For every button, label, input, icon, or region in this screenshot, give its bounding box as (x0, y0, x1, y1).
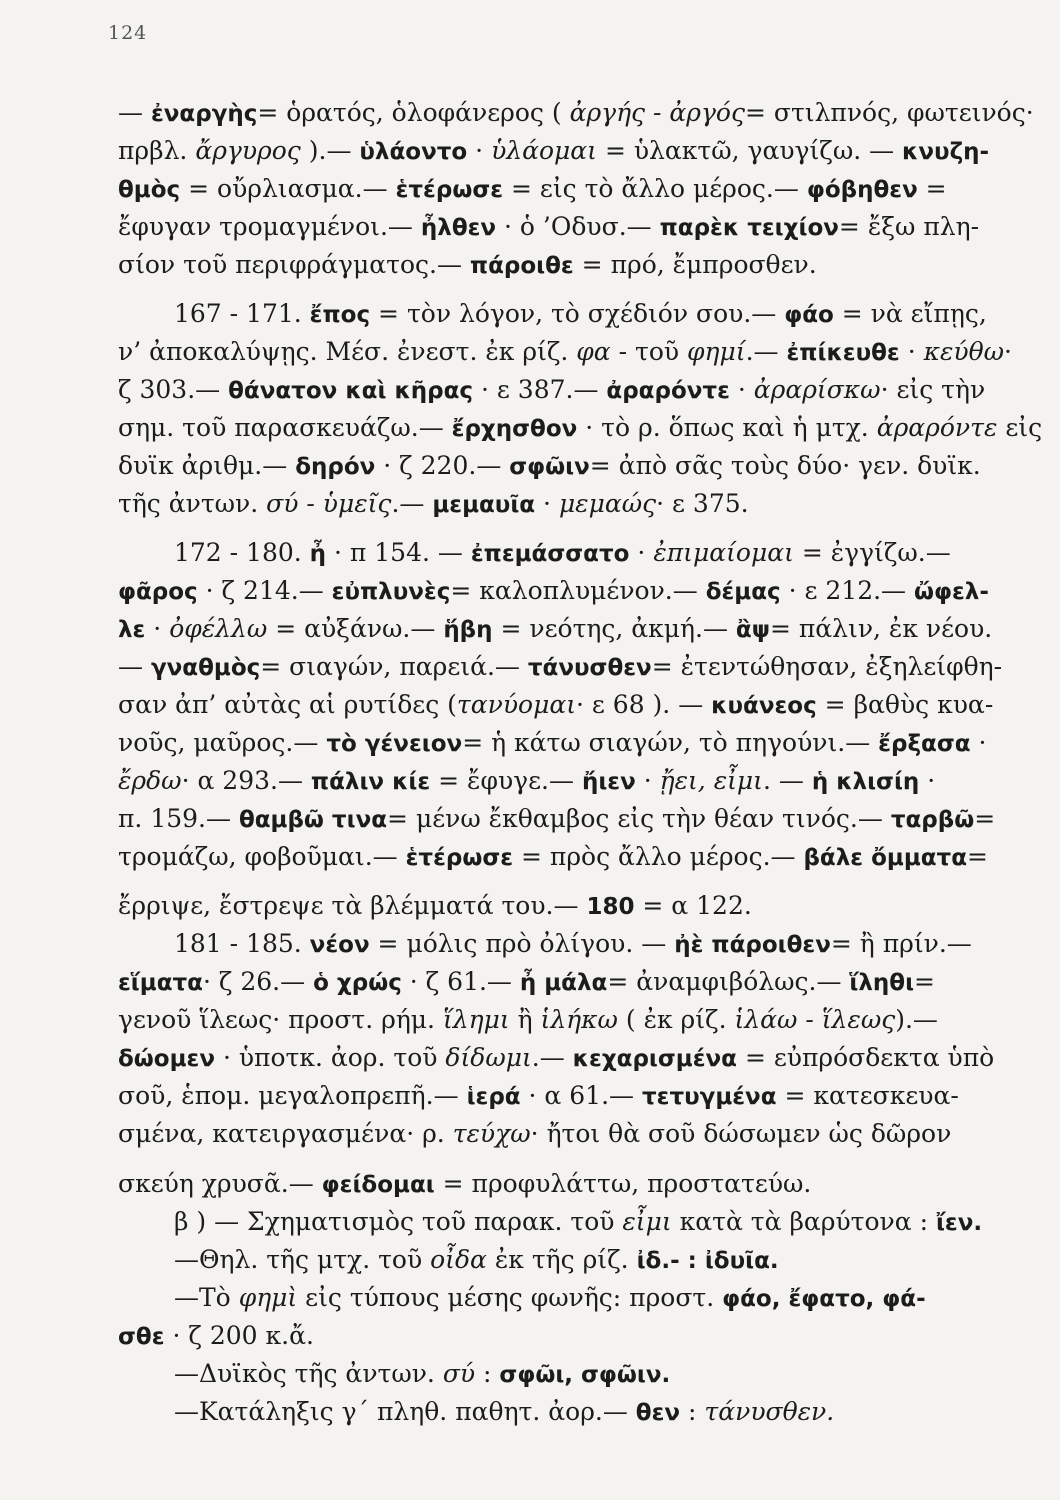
text-line (118, 489, 1023, 520)
headword: ἤιεν (581, 769, 636, 795)
italic-term: ᾔει, εἶμι (659, 766, 763, 795)
italic-term: φα (576, 337, 611, 366)
italic-term: δίδωμι (445, 1043, 532, 1072)
text-line (174, 1283, 1024, 1314)
text-run: = καλοπλυμένον.— (450, 576, 706, 605)
headword: τὸ γένειον (326, 731, 463, 757)
text-run: — (118, 652, 151, 681)
italic-term: ἱλάω - ἵλεως (734, 1005, 896, 1034)
text-run: .— (391, 489, 433, 518)
text-line (174, 1245, 1024, 1276)
text-run: = προφυλάττω, προστατεύω. (434, 1169, 812, 1198)
text-run: = βαθὺς κυα- (816, 690, 994, 719)
text-line (118, 690, 1023, 721)
italic-term: φημί (687, 337, 746, 366)
text-run: - τοῦ (610, 337, 688, 366)
text-run: εἰς (997, 413, 1043, 442)
headword: παρὲκ τειχίον (659, 215, 839, 241)
headword: ἐναργὴς (150, 101, 258, 127)
text-run: ).— (895, 1005, 938, 1034)
text-run: · ζ 220.— (375, 451, 510, 480)
text-run: · α 293.— (181, 766, 311, 795)
text-line (118, 1321, 1023, 1352)
text-run: = κατεσκευα- (776, 1081, 959, 1110)
text-run: = πρὸς ἄλλο μέρος.— (513, 842, 804, 871)
text-run: = ἐγγίζω.— (793, 538, 951, 567)
text-run: = νεότης, ἀκμή.— (492, 614, 736, 643)
headword: ἦ μάλα (519, 970, 608, 996)
text-run: = οὔρλιασμα.— (180, 174, 396, 203)
text-run: = ἡ κάτω σιαγών, τὸ πηγούνι.— (462, 728, 879, 757)
text-run: · ε 375. (656, 489, 749, 518)
text-line (118, 212, 1023, 243)
text-line (118, 576, 1023, 607)
text-run: = α 122. (634, 891, 752, 920)
headword: ὤφελ- (914, 579, 989, 605)
headword: πάλιν κίε (310, 769, 431, 795)
text-run: · (1004, 337, 1012, 366)
italic-term: ἀργής - ἀργός (569, 98, 745, 127)
text-line (118, 375, 1023, 406)
headword: ἰδ.- : ἰδυῖα. (636, 1248, 779, 1274)
text-run: . — (762, 766, 812, 795)
text-run: = ὁρατός, ὁλοφάνερος ( (257, 98, 570, 127)
text-line (174, 1359, 1024, 1390)
text-line (118, 1005, 1023, 1035)
text-line (118, 1043, 1023, 1074)
text-run: ἔρριψε, ἔστρεψε τὰ βλέμματά του.— (118, 891, 587, 920)
text-run: = ἀπὸ σᾶς τοὺς δύο· γεν. δυϊκ. (589, 451, 981, 480)
italic-term: τανύομαι (456, 690, 576, 719)
text-run: · ἤτοι θὰ σοῦ δώσωμεν ὡς δῶρον (530, 1119, 952, 1148)
text-run: = (914, 967, 935, 996)
headword: ἠὲ πάροιθεν (674, 932, 831, 958)
text-run: γενοῦ ἵλεως· προστ. ρήμ. (118, 1005, 443, 1034)
text-run: σαν ἀπ’ αὐτὰς αἱ ρυτίδες ( (118, 690, 457, 719)
text-run: · ζ 214.— (197, 576, 332, 605)
page-number: 124 (108, 22, 148, 44)
text-line (118, 174, 1023, 205)
headword: ἦλθεν (420, 215, 497, 241)
italic-term: ἵλημι (442, 1005, 510, 1034)
headword: φάο (784, 302, 834, 328)
text-line (118, 766, 1023, 797)
text-run: = πάλιν, ἐκ νέου. (769, 614, 993, 643)
text-run: ἐκ τῆς ρίζ. (486, 1245, 637, 1274)
text-run: = (967, 842, 988, 871)
headword: κεχαρισμένα (572, 1046, 737, 1072)
text-run: β ) — Σχηματισμὸς τοῦ παρακ. τοῦ (174, 1207, 623, 1236)
text-line (174, 538, 1024, 569)
text-line (118, 1119, 1023, 1149)
text-run: · ε 212.— (780, 576, 915, 605)
headword: ὁ χρώς (313, 970, 402, 996)
text-run: = νὰ εἴπῃς, (833, 299, 987, 328)
text-run: · π 154. — (326, 538, 471, 567)
text-run: · (145, 614, 170, 643)
text-run: · ζ 200 κ.ἄ. (164, 1321, 314, 1350)
text-run: δυϊκ ἀριθμ.— (118, 451, 296, 480)
headword: εὐπλυνὲς (331, 579, 451, 605)
text-run: —Τὸ (174, 1283, 239, 1312)
headword: φάο, ἔφατο, φά- (722, 1286, 926, 1312)
headword: δέμας (705, 579, 781, 605)
italic-term: φημὶ (238, 1283, 298, 1312)
text-run: σμένα, κατειργασμένα· ρ. (118, 1119, 453, 1148)
text-run: : (475, 1359, 500, 1388)
headword: δηρόν (295, 454, 376, 480)
text-run: .— (745, 337, 787, 366)
headword: ἱερά (466, 1084, 521, 1110)
text-line (118, 967, 1023, 998)
text-line (118, 98, 1034, 129)
text-run: · (899, 337, 924, 366)
text-run: = ἔξω πλη- (838, 212, 980, 241)
text-run: = ὑλακτῶ, γαυγίζω. — (597, 136, 903, 165)
text-line (118, 1169, 1023, 1200)
text-run: · (635, 766, 660, 795)
headword: 180 (586, 894, 635, 920)
headword: θάνατον καὶ κῆρας (228, 378, 474, 404)
text-run: = μόλις πρὸ ὀλίγου. — (369, 929, 675, 958)
text-run: σημ. τοῦ παρασκευάζω.— (118, 413, 452, 442)
text-run: = ἔφυγε.— (430, 766, 582, 795)
headword: σφῶιν (509, 454, 590, 480)
text-run: ).— (300, 136, 360, 165)
text-run: ἔφυγαν τρομαγμένοι.— (118, 212, 421, 241)
italic-term: κεύθω (923, 337, 1005, 366)
text-run: κατὰ τὰ βαρύτονα : (671, 1207, 936, 1236)
text-run: ζ 303.— (118, 375, 229, 404)
text-line (118, 136, 1023, 167)
text-run: · (970, 728, 987, 757)
text-line (174, 1397, 1024, 1428)
text-run: π. 159.— (118, 804, 239, 833)
text-line (118, 413, 1043, 444)
text-run: · ζ 26.— (202, 967, 314, 996)
text-line (118, 804, 1023, 835)
text-run: = σιαγών, παρειά.— (260, 652, 528, 681)
text-run: σκεύη χρυσᾶ.— (118, 1169, 322, 1198)
italic-term: ἀραρόντε (876, 413, 998, 442)
text-run: —Κατάληξις γ΄ πληθ. παθητ. ἀορ.— (174, 1397, 636, 1426)
italic-term: ἄργυρος (195, 136, 301, 165)
text-run: σίον τοῦ περιφράγματος.— (118, 250, 470, 279)
text-line (174, 929, 1024, 960)
text-run: = εἰς τὸ ἄλλο μέρος.— (503, 174, 807, 203)
text-run: νοῦς, μαῦρος.— (118, 728, 327, 757)
headword: μεμαυῖα (432, 492, 536, 518)
text-run: = πρό, ἔμπροσθεν. (573, 250, 817, 279)
text-run: 172 - 180. (174, 538, 310, 567)
headword: ἵληθι (849, 970, 915, 996)
headword: ἦ (309, 541, 327, 567)
text-line (118, 614, 1023, 645)
headword: βάλε ὄμματα (803, 845, 968, 871)
italic-term: ἱλήκω (540, 1005, 618, 1034)
text-run: σοῦ, ἑπομ. μεγαλοπρεπῆ.— (118, 1081, 467, 1110)
text-run: = μένω ἔκθαμβος εἰς τὴν θέαν τινός.— (387, 804, 891, 833)
text-run: · τὸ ρ. ὅπως καὶ ἡ μτχ. (577, 413, 877, 442)
italic-term: ἐπιμαίομαι (653, 538, 794, 567)
text-run: = στιλπνός, φωτεινός· (744, 98, 1034, 127)
headword: ἴεν. (935, 1210, 983, 1236)
text-run: · ζ 61.— (401, 967, 520, 996)
headword: εἵματα (118, 970, 203, 996)
headword: θαμβῶ τινα (238, 807, 388, 833)
italic-term: ἀραρίσκω (753, 375, 881, 404)
headword: ἔρξασα (878, 731, 971, 757)
headword: θεν (635, 1400, 681, 1426)
headword: ἂψ (735, 617, 770, 643)
text-run: · α 61.— (520, 1081, 642, 1110)
headword: δώομεν (118, 1046, 215, 1072)
text-line (118, 337, 1023, 368)
headword: λε (118, 617, 146, 643)
text-run: = ἐτεντώθησαν, ἐξηλείφθη- (651, 652, 1003, 681)
text-run: = ἢ πρίν.— (830, 929, 972, 958)
headword: κυάνεος (711, 693, 817, 719)
text-run: ἢ (509, 1005, 541, 1034)
italic-term: ὑλάομαι (491, 136, 597, 165)
headword: ἔπος (309, 302, 371, 328)
text-run: —Θηλ. τῆς μτχ. τοῦ (174, 1245, 431, 1274)
italic-term: μεμαώς (558, 489, 657, 518)
italic-term: ὀφέλλω (169, 614, 268, 643)
headword: ἐπεμάσσατο (470, 541, 630, 567)
italic-term: τάνυσθεν. (704, 1397, 835, 1426)
headword: ἀραρόντε (606, 378, 730, 404)
text-run: εἰς τύπους μέσης φωνῆς: προστ. (297, 1283, 723, 1312)
text-run: · εἰς τὴν (880, 375, 986, 404)
text-run: 167 - 171. (174, 299, 310, 328)
italic-term: σύ (442, 1359, 476, 1388)
headword: φόβηθεν (806, 177, 918, 203)
headword: ἡ κλισίη (811, 769, 920, 795)
headword: ἔρχησθον (451, 416, 578, 442)
headword: σφῶι, σφῶιν. (499, 1362, 671, 1388)
text-run: : (680, 1397, 705, 1426)
text-run: · ὑποτκ. ἀορ. τοῦ (215, 1043, 446, 1072)
text-run: πρβλ. (118, 136, 196, 165)
text-line (118, 891, 1023, 922)
text-line (118, 842, 1023, 873)
text-line (118, 250, 1023, 281)
text-line (118, 451, 1023, 482)
headword: γναθμὸς (150, 655, 261, 681)
text-run: · ὁ ’Οδυσ.— (496, 212, 660, 241)
headword: κνυζη- (902, 139, 990, 165)
text-run: · (729, 375, 754, 404)
text-run: ( ἐκ ρίζ. (617, 1005, 735, 1034)
headword: ὑλάοντο (359, 139, 468, 165)
text-run: 181 - 185. (174, 929, 310, 958)
italic-term: εἶμι (622, 1207, 672, 1236)
text-line (174, 1207, 1024, 1238)
italic-term: τεύχω (452, 1119, 531, 1148)
text-line (118, 1081, 1023, 1112)
headword: ἑτέρωσε (405, 845, 514, 871)
text-run: · (629, 538, 654, 567)
text-run: = αὐξάνω.— (267, 614, 444, 643)
headword: φᾶρος (118, 579, 198, 605)
text-run: —Δυϊκὸς τῆς ἀντων. (174, 1359, 443, 1388)
headword: ἑτέρωσε (395, 177, 504, 203)
italic-term: σύ - ὑμεῖς (266, 489, 392, 518)
headword: ἥβη (443, 617, 493, 643)
headword: σθε (118, 1324, 165, 1350)
text-line (118, 728, 1023, 759)
text-line (174, 299, 1024, 330)
headword: ἐπίκευθε (786, 340, 900, 366)
text-run: — (118, 98, 151, 127)
text-run: τῆς ἀντων. (118, 489, 267, 518)
headword: νέον (309, 932, 370, 958)
text-run: = τὸν λόγον, τὸ σχέδιόν σου.— (370, 299, 785, 328)
headword: τάνυσθεν (527, 655, 652, 681)
text-line (118, 652, 1023, 683)
text-run: = (974, 804, 996, 833)
text-run: · ε 68 ). — (576, 690, 712, 719)
text-run: = (917, 174, 947, 203)
italic-term: ἔρδω (118, 766, 182, 795)
headword: φείδομαι (321, 1172, 435, 1198)
headword: τετυγμένα (641, 1084, 777, 1110)
text-run: τρομάζω, φοβοῦμαι.— (118, 842, 406, 871)
text-run: = ἀναμφιβόλως.— (607, 967, 850, 996)
text-run: · (535, 489, 559, 518)
text-run: · (467, 136, 492, 165)
text-run: .— (531, 1043, 573, 1072)
headword: θμὸς (118, 177, 181, 203)
text-run: ν’ ἀποκαλύψῃς. Μέσ. ἐνεστ. ἐκ ρίζ. (118, 337, 577, 366)
text-run: · ε 387.— (473, 375, 607, 404)
text-run: = εὐπρόσδεκτα ὑπὸ (737, 1043, 995, 1072)
text-run: · (919, 766, 936, 795)
italic-term: οἶδα (430, 1245, 487, 1274)
headword: ταρβῶ (890, 807, 975, 833)
headword: πάροιθε (469, 253, 574, 279)
